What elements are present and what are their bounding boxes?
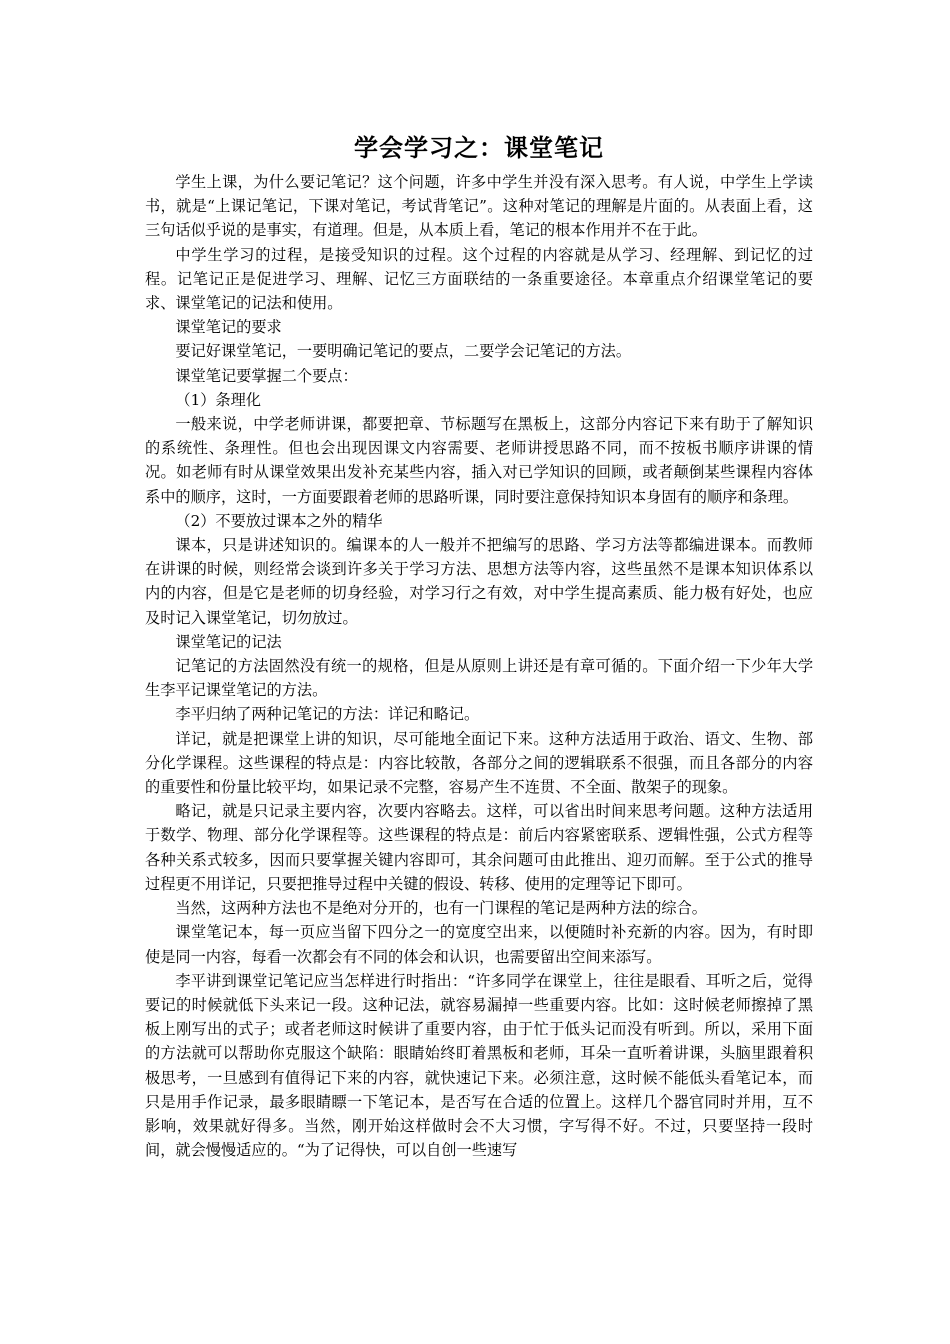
section-heading-methods: 课堂笔记的记法 bbox=[175, 632, 282, 651]
paragraph-5: 一般来说，中学老师讲课，都要把章、节标题写在黑板上，这部分内容记下来有助于了解知识的系统性、条理性。但也会出现因课文内容需要、老师讲授思路不同，而不按板书顺序讲课的情况。如老师有时从课堂效果出发补充某些内容，插入对已学知识的回顾，或者颠倒某些课程内容体系中的顺序，这时，一方面要跟着老师的思路听课，同时要注意保持知识本身固有的顺序和条理。 bbox=[145, 415, 813, 506]
paragraph-2: 中学生学习的过程，是接受知识的过程。这个过程的内容就是从学习、经理解、到记忆的过程。记笔记正是促进学习、理解、记忆三方面联结的一条重要途径。本章重点介绍课堂笔记的要求、课堂笔记的记法和使用。 bbox=[145, 245, 813, 313]
paragraph-3: 要记好课堂笔记，一要明确记笔记的要点，二要学会记笔记的方法。 bbox=[175, 342, 632, 361]
paragraph-9: 详记，就是把课堂上讲的知识，尽可能地全面记下来。这种方法适用于政治、语文、生物、部分化学课程。这些课程的特点是：内容比较散，各部分之间的逻辑联系不很强，而且各部分的内容的重要性和份量比较平均，如果记录不完整，容易产生不连贯、不全面、散架子的现象。 bbox=[145, 729, 813, 797]
paragraph-10: 略记，就是只记录主要内容，次要内容略去。这样，可以省出时间来思考问题。这种方法适用于数学、物理、部分化学课程等。这些课程的特点是：前后内容紧密联系、逻辑性强，公式方程等各种关系式较多，因而只要掌握关键内容即可，其余问题可由此推出、迎刃而解。至于公式的推导过程更不用详记，只要把推导过程中关键的假设、转移、使用的定理等记下即可。 bbox=[145, 802, 813, 893]
paragraph-6: 课本，只是讲述知识的。编课本的人一般并不把编写的思路、学习方法等都编进课本。而教师在讲课的时候，则经常会谈到许多关于学习方法、思想方法等内容，这些虽然不是课本知识体系以内的内容，但是它是老师的切身经验，对学习行之有效，对中学生提高素质、能力极有好处，也应及时记入课堂笔记，切勿放过。 bbox=[145, 536, 813, 627]
document-title: 学会学习之：课堂笔记 bbox=[354, 134, 604, 162]
paragraph-4: 课堂笔记要掌握二个要点： bbox=[175, 366, 358, 385]
paragraph-7: 记笔记的方法固然没有统一的规格，但是从原则上讲还是有章可循的。下面介绍一下少年大学生李平记课堂笔记的方法。 bbox=[145, 657, 813, 700]
point-heading-1: （1）条理化 bbox=[175, 390, 261, 409]
section-heading-requirements: 课堂笔记的要求 bbox=[175, 318, 282, 337]
paragraph-12: 课堂笔记本，每一页应当留下四分之一的宽度空出来，以便随时补充新的内容。因为，有时即使是同一内容，每看一次都会有不同的体会和认识，也需要留出空间来添写。 bbox=[145, 923, 813, 966]
document-page bbox=[145, 130, 813, 1162]
paragraph-1: 学生上课，为什么要记笔记？这个问题，许多中学生并没有深入思考。有人说，中学生上学读书，就是“上课记笔记，下课对笔记，考试背笔记”。这种对笔记的理解是片面的。从表面上看，这三句话似乎说的是事实，有道理。但是，从本质上看，笔记的根本作用并不在于此。 bbox=[145, 173, 813, 240]
paragraph-11: 当然，这两种方法也不是绝对分开的，也有一门课程的笔记是两种方法的综合。 bbox=[175, 899, 707, 918]
point-heading-2: （2）不要放过课本之外的精华 bbox=[175, 511, 383, 530]
paragraph-8: 李平归纳了两种记笔记的方法：详记和略记。 bbox=[175, 705, 480, 724]
paragraph-13: 李平讲到课堂记笔记应当怎样进行时指出：“许多同学在课堂上，往往是眼看、耳听之后，觉得要记的时候就低下头来记一段。这种记法，就容易漏掉一些重要内容。比如：这时候老师擦掉了黑板上刚写出的式子；或者老师这时候讲了重要内容，由于忙于低头记而没有听到。所以，采用下面的方法就可以帮助你克服这个缺陷：眼睛始终盯着黑板和老师，耳朵一直听着讲课，头脑里跟着积极思考，一旦感到有值得记下来的内容，就快速记下来。必须注意，这时候不能低头看笔记本，而只是用手作记录，最多眼睛瞟一下笔记本，是否写在合适的位置上。这样几个器官同时并用，互不影响，效果就好得多。当然，刚开始这样做时会不大习惯，字写得不好。不过，只要坚持一段时间，就会慢慢适应的。“为了记得快，可以自创一些速写 bbox=[145, 971, 813, 1160]
